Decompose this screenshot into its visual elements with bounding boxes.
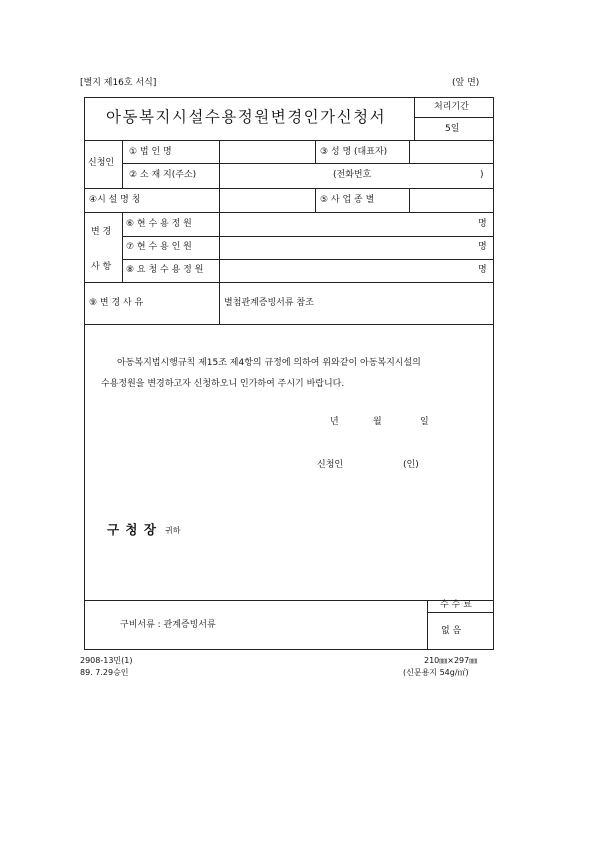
current-occupancy-unit: 명: [478, 242, 487, 252]
change-group-label-bottom: 사 항: [91, 262, 112, 272]
fee-value: 없 음: [441, 626, 462, 636]
business-type-label: ⑤ 사 업 종 별: [320, 195, 375, 205]
change-reason-value: 별첨관계증빙서류 참조: [224, 298, 314, 308]
form-number-label: [별지 제16호 서식]: [80, 78, 157, 88]
statement-line-2: 수용정원을 변경하고자 신청하오니 인가하여 주시기 바랍니다.: [101, 379, 345, 389]
recipient-title: 구 청 장: [107, 522, 157, 537]
processing-period-label: 처리기간: [434, 102, 469, 112]
requested-capacity-unit: 명: [478, 265, 487, 275]
date-year-label: 년: [330, 417, 339, 427]
current-capacity-field[interactable]: [220, 213, 494, 236]
corporation-name-field[interactable]: [220, 141, 314, 163]
approval-date: 89. 7.29승인: [80, 668, 129, 677]
facility-name-field[interactable]: [220, 189, 314, 212]
representative-name-label: ③ 성 명 (대표자): [320, 147, 388, 157]
change-reason-label: ⑨ 변 경 사 유: [89, 298, 144, 308]
form-code: 2908-13민(1): [80, 656, 133, 665]
corporation-name-label: ① 법 인 명: [129, 147, 172, 157]
recipient-suffix: 귀하: [165, 526, 181, 535]
requested-capacity-field[interactable]: [220, 260, 494, 282]
form-title: 아동복지시설수용정원변경인가신청서: [106, 108, 387, 126]
current-capacity-unit: 명: [478, 219, 487, 229]
address-label: ② 소 재 지(주소): [129, 170, 197, 180]
processing-period-value: 5일: [445, 124, 460, 134]
page-side-label: (앞 면): [452, 78, 480, 88]
date-month-label: 월: [373, 417, 382, 427]
statement-line-1: 아동복지법시행규칙 제15조 제4항의 규정에 의하여 위와같이 아동복지시설의: [117, 358, 421, 368]
current-occupancy-label: ⑦ 현 수 용 인 원: [126, 242, 192, 252]
signature-applicant-label: 신청인: [317, 460, 344, 470]
paper-size: 210㎜×297㎜: [424, 656, 478, 665]
date-day-label: 일: [420, 417, 429, 427]
fee-label: 수 수 료: [440, 600, 472, 610]
phone-label: (전화번호: [333, 170, 372, 180]
requested-capacity-label: ⑧ 요 청 수 용 정 원: [126, 265, 204, 275]
business-type-field[interactable]: [410, 189, 494, 212]
applicant-group-label: 신청인: [88, 158, 115, 168]
current-capacity-label: ⑥ 현 수 용 정 원: [126, 219, 192, 229]
current-occupancy-field[interactable]: [220, 237, 494, 259]
phone-close-paren: ): [480, 170, 484, 180]
representative-name-field[interactable]: [410, 141, 494, 163]
signature-field[interactable]: [350, 455, 400, 475]
seal-mark: (인): [403, 460, 419, 470]
required-documents-text: 구비서류 : 관계증빙서류: [120, 620, 216, 630]
facility-name-label: ④시 설 명 칭: [89, 195, 141, 205]
change-group-label-top: 변 경: [91, 227, 112, 237]
paper-spec: (신문용지 54g/㎡): [403, 668, 469, 677]
